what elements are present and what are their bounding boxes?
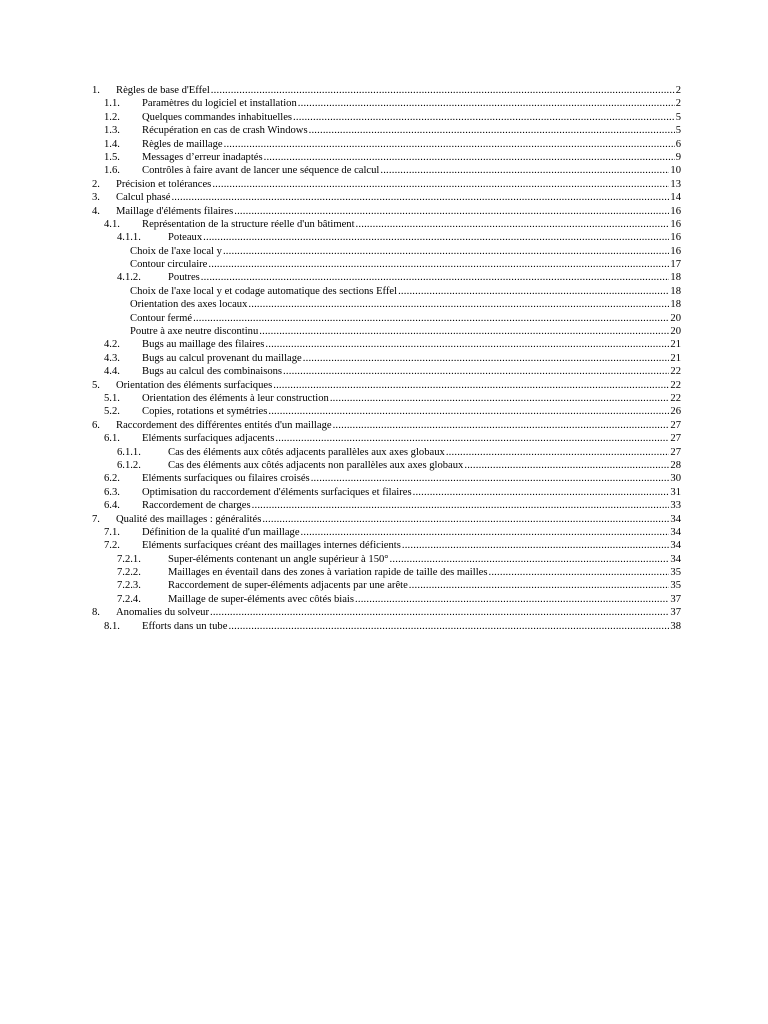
toc-entry[interactable] bbox=[92, 151, 681, 164]
toc-entry-page-number: 22 bbox=[670, 379, 681, 391]
toc-entry-page-number: 18 bbox=[670, 299, 681, 311]
toc-dot-leader bbox=[252, 499, 670, 512]
toc-entry-number: 6.1.1. bbox=[117, 446, 141, 458]
toc-entry[interactable] bbox=[92, 191, 681, 204]
toc-entry-title: Orientation des éléments surfaciques bbox=[116, 379, 273, 391]
toc-entry[interactable] bbox=[92, 245, 681, 258]
toc-entry-title: Messages d’erreur inadaptés bbox=[142, 151, 263, 163]
toc-entry-page-number: 17 bbox=[670, 259, 681, 271]
toc-entry-number: 4.1.2. bbox=[117, 272, 141, 284]
toc-entry-number: 2. bbox=[92, 178, 100, 190]
toc-dot-leader bbox=[301, 526, 670, 539]
toc-entry-page-number: 22 bbox=[670, 366, 681, 378]
toc-entry-number: 7.2.4. bbox=[117, 593, 141, 605]
toc-entry-title: Cas des éléments aux côtés adjacents non parallèles aux axes globaux bbox=[168, 459, 464, 471]
toc-dot-leader bbox=[355, 593, 669, 606]
toc-entry[interactable] bbox=[92, 620, 681, 633]
toc-entry-title: Contour circulaire bbox=[130, 259, 208, 271]
toc-entry[interactable] bbox=[92, 579, 681, 592]
toc-entry[interactable] bbox=[92, 419, 681, 432]
toc-entry-page-number: 37 bbox=[670, 607, 681, 619]
toc-entry-number: 4. bbox=[92, 205, 100, 217]
toc-entry[interactable] bbox=[92, 432, 681, 445]
toc-entry-page-number: 34 bbox=[670, 526, 681, 538]
toc-entry[interactable] bbox=[92, 405, 681, 418]
toc-entry[interactable] bbox=[92, 338, 681, 351]
toc-entry-number: 5. bbox=[92, 379, 100, 391]
toc-entry-page-number: 35 bbox=[670, 567, 681, 579]
toc-entry-title: Qualité des maillages : généralités bbox=[116, 513, 262, 525]
toc-entry-title: Super-éléments contenant un angle supérieur à 150° bbox=[168, 553, 389, 565]
toc-entry-page-number: 16 bbox=[670, 205, 681, 217]
toc-entry-number: 5.1. bbox=[104, 392, 120, 404]
toc-entry[interactable] bbox=[92, 446, 681, 459]
toc-entry-page-number: 34 bbox=[670, 540, 681, 552]
toc-dot-leader bbox=[275, 432, 669, 445]
toc-entry[interactable] bbox=[92, 298, 681, 311]
toc-entry-number: 7.2.1. bbox=[117, 553, 141, 565]
toc-entry-title: Choix de l'axe local y bbox=[130, 245, 222, 257]
toc-entry[interactable] bbox=[92, 285, 681, 298]
toc-entry-title: Poutres bbox=[168, 272, 200, 284]
toc-entry-title: Eléments surfaciques créant des maillages internes déficients bbox=[142, 540, 401, 552]
toc-entry-title: Définition de la qualité d'un maillage bbox=[142, 526, 300, 538]
toc-entry-number: 6.2. bbox=[104, 473, 120, 485]
toc-entry-title: Bugs au maillage des filaires bbox=[142, 339, 265, 351]
toc-entry-page-number: 20 bbox=[670, 312, 681, 324]
toc-entry[interactable] bbox=[92, 539, 681, 552]
toc-entry-number: 1.1. bbox=[104, 98, 120, 110]
toc-entry-title: Maillages en éventail dans des zones à variation rapide de taille des mailles bbox=[168, 567, 488, 579]
toc-entry-number: 1.6. bbox=[104, 165, 120, 177]
toc-dot-leader bbox=[356, 218, 670, 231]
toc-entry[interactable] bbox=[92, 138, 681, 151]
toc-entry-page-number: 16 bbox=[670, 245, 681, 257]
toc-dot-leader bbox=[223, 245, 669, 258]
toc-entry[interactable] bbox=[92, 271, 681, 284]
table-of-contents bbox=[92, 84, 681, 633]
toc-dot-leader bbox=[464, 459, 669, 472]
toc-entry-number: 7.2.3. bbox=[117, 580, 141, 592]
toc-entry-number: 6.4. bbox=[104, 500, 120, 512]
toc-entry-page-number: 27 bbox=[670, 419, 681, 431]
toc-entry-page-number: 28 bbox=[670, 459, 681, 471]
toc-entry-number: 8. bbox=[92, 607, 100, 619]
toc-entry[interactable] bbox=[92, 218, 681, 231]
toc-entry-title: Quelques commandes inhabituelles bbox=[142, 111, 293, 123]
toc-entry-title: Raccordement des différentes entités d'un maillage bbox=[116, 419, 332, 431]
toc-entry-page-number: 13 bbox=[670, 178, 681, 190]
toc-entry[interactable] bbox=[92, 352, 681, 365]
toc-entry-number: 5.2. bbox=[104, 406, 120, 418]
toc-entry-title: Eléments surfaciques adjacents bbox=[142, 433, 275, 445]
toc-entry-page-number: 18 bbox=[670, 285, 681, 297]
toc-entry-number: 4.1.1. bbox=[117, 232, 141, 244]
toc-dot-leader bbox=[259, 325, 669, 338]
toc-entry-title: Bugs au calcul des combinaisons bbox=[142, 366, 283, 378]
toc-dot-leader bbox=[201, 271, 670, 284]
toc-entry-page-number: 21 bbox=[670, 352, 681, 364]
toc-entry-title: Orientation des éléments à leur construction bbox=[142, 392, 329, 404]
toc-entry[interactable] bbox=[92, 312, 681, 325]
toc-dot-leader bbox=[402, 539, 670, 552]
toc-dot-leader bbox=[208, 258, 669, 271]
toc-entry-title: Règles de base d'Effel bbox=[116, 85, 210, 96]
toc-entry-title: Efforts dans un tube bbox=[142, 620, 228, 632]
toc-entry-number: 6. bbox=[92, 419, 100, 431]
toc-dot-leader bbox=[488, 566, 669, 579]
toc-entry-title: Contour fermé bbox=[130, 312, 193, 324]
toc-entry-number: 4.3. bbox=[104, 352, 120, 364]
toc-dot-leader bbox=[224, 138, 675, 151]
toc-dot-leader bbox=[283, 365, 669, 378]
toc-entry[interactable] bbox=[92, 379, 681, 392]
toc-entry-page-number: 33 bbox=[670, 500, 681, 512]
toc-dot-leader bbox=[413, 486, 670, 499]
toc-entry-page-number: 9 bbox=[675, 151, 681, 163]
toc-entry-number: 7. bbox=[92, 513, 100, 525]
toc-entry-number: 4.4. bbox=[104, 366, 120, 378]
toc-entry-title: Calcul phasé bbox=[116, 192, 171, 204]
toc-entry-number: 4.2. bbox=[104, 339, 120, 351]
toc-entry[interactable] bbox=[92, 231, 681, 244]
toc-entry[interactable] bbox=[92, 84, 681, 97]
toc-entry[interactable] bbox=[92, 178, 681, 191]
toc-entry[interactable] bbox=[92, 164, 681, 177]
toc-entry[interactable] bbox=[92, 513, 681, 526]
toc-entry-number: 1.3. bbox=[104, 125, 120, 137]
toc-entry-number: 6.1.2. bbox=[117, 459, 141, 471]
toc-entry-number: 6.3. bbox=[104, 486, 120, 498]
toc-entry-page-number: 30 bbox=[670, 473, 681, 485]
toc-entry[interactable] bbox=[92, 97, 681, 110]
toc-entry-page-number: 38 bbox=[670, 620, 681, 632]
toc-entry[interactable] bbox=[92, 365, 681, 378]
toc-dot-leader bbox=[390, 553, 670, 566]
toc-entry-page-number: 2 bbox=[675, 98, 681, 110]
toc-entry[interactable] bbox=[92, 325, 681, 338]
toc-entry-page-number: 27 bbox=[670, 433, 681, 445]
toc-dot-leader bbox=[293, 111, 675, 124]
toc-dot-leader bbox=[262, 513, 669, 526]
toc-dot-leader bbox=[234, 205, 669, 218]
toc-entry[interactable] bbox=[92, 526, 681, 539]
toc-entry-page-number: 16 bbox=[670, 232, 681, 244]
toc-entry-page-number: 10 bbox=[670, 165, 681, 177]
toc-entry-page-number: 5 bbox=[675, 125, 681, 137]
toc-entry-title: Contrôles à faire avant de lancer une séquence de calcul bbox=[142, 165, 380, 177]
toc-dot-leader bbox=[311, 472, 670, 485]
toc-dot-leader bbox=[303, 352, 670, 365]
toc-entry[interactable] bbox=[92, 499, 681, 512]
toc-entry-page-number: 18 bbox=[670, 272, 681, 284]
toc-dot-leader bbox=[268, 405, 669, 418]
toc-dot-leader bbox=[264, 151, 675, 164]
toc-entry-title: Bugs au calcul provenant du maillage bbox=[142, 352, 302, 364]
toc-dot-leader bbox=[171, 191, 669, 204]
toc-entry-title: Raccordement de super-éléments adjacents par une arête bbox=[168, 580, 408, 592]
toc-entry-number: 3. bbox=[92, 192, 100, 204]
toc-dot-leader bbox=[193, 312, 669, 325]
toc-entry-number: 6.1. bbox=[104, 433, 120, 445]
toc-entry-number: 1.4. bbox=[104, 138, 120, 150]
toc-entry-title: Récupération en cas de crash Windows bbox=[142, 125, 308, 137]
toc-entry[interactable] bbox=[92, 606, 681, 619]
toc-entry-number: 7.2.2. bbox=[117, 567, 141, 579]
toc-entry-title: Copies, rotations et symétries bbox=[142, 406, 268, 418]
toc-entry-page-number: 34 bbox=[670, 553, 681, 565]
toc-entry-title: Règles de maillage bbox=[142, 138, 223, 150]
toc-entry-number: 1.2. bbox=[104, 111, 120, 123]
toc-entry-page-number: 37 bbox=[670, 593, 681, 605]
toc-dot-leader bbox=[212, 178, 669, 191]
toc-entry-title: Cas des éléments aux côtés adjacents parallèles aux axes globaux bbox=[168, 446, 445, 458]
toc-dot-leader bbox=[330, 392, 670, 405]
toc-entry[interactable] bbox=[92, 258, 681, 271]
toc-dot-leader bbox=[273, 379, 669, 392]
toc-entry[interactable] bbox=[92, 553, 681, 566]
toc-entry-page-number: 20 bbox=[670, 326, 681, 338]
toc-entry-title: Maillage d'éléments filaires bbox=[116, 205, 234, 217]
toc-dot-leader bbox=[248, 298, 669, 311]
toc-entry-title: Choix de l'axe local y et codage automatique des sections Effel bbox=[130, 285, 398, 297]
toc-entry-page-number: 21 bbox=[670, 339, 681, 351]
toc-entry-title: Raccordement de charges bbox=[142, 500, 251, 512]
toc-dot-leader bbox=[203, 231, 669, 244]
toc-entry-number: 4.1. bbox=[104, 218, 120, 230]
toc-dot-leader bbox=[228, 620, 669, 633]
toc-entry-number: 1.5. bbox=[104, 151, 120, 163]
toc-entry-title: Eléments surfaciques ou filaires croisés bbox=[142, 473, 310, 485]
toc-dot-leader bbox=[210, 606, 669, 619]
toc-entry-number: 1. bbox=[92, 85, 100, 96]
toc-entry-page-number: 22 bbox=[670, 392, 681, 404]
toc-dot-leader bbox=[298, 97, 675, 110]
toc-entry-page-number: 5 bbox=[675, 111, 681, 123]
toc-entry-title: Représentation de la structure réelle d'un bâtiment bbox=[142, 218, 355, 230]
toc-entry-title: Maillage de super-éléments avec côtés biais bbox=[168, 593, 354, 605]
toc-entry[interactable] bbox=[92, 486, 681, 499]
toc-dot-leader bbox=[409, 579, 670, 592]
toc-entry[interactable] bbox=[92, 472, 681, 485]
toc-dot-leader bbox=[333, 419, 670, 432]
toc-entry-number: 8.1. bbox=[104, 620, 120, 632]
toc-dot-leader bbox=[265, 338, 669, 351]
toc-entry[interactable] bbox=[92, 124, 681, 137]
toc-entry[interactable] bbox=[92, 392, 681, 405]
toc-dot-leader bbox=[211, 84, 675, 97]
toc-entry-title: Optimisation du raccordement d'éléments surfaciques et filaires bbox=[142, 486, 412, 498]
toc-entry-title: Paramètres du logiciel et installation bbox=[142, 98, 297, 110]
toc-entry-title: Poteaux bbox=[168, 232, 203, 244]
toc-entry-page-number: 31 bbox=[670, 486, 681, 498]
toc-entry-page-number: 35 bbox=[670, 580, 681, 592]
toc-entry-page-number: 27 bbox=[670, 446, 681, 458]
toc-entry-number: 7.1. bbox=[104, 526, 120, 538]
toc-entry-title: Poutre à axe neutre discontinu bbox=[130, 326, 259, 338]
toc-entry-title: Orientation des axes locaux bbox=[130, 299, 248, 311]
toc-entry-title: Précision et tolérances bbox=[116, 178, 212, 190]
toc-entry-page-number: 16 bbox=[670, 218, 681, 230]
toc-entry-title: Anomalies du solveur bbox=[116, 607, 209, 619]
toc-entry-page-number: 2 bbox=[675, 85, 681, 96]
toc-entry-page-number: 34 bbox=[670, 513, 681, 525]
toc-dot-leader bbox=[309, 124, 675, 137]
toc-entry[interactable] bbox=[92, 111, 681, 124]
toc-entry-number: 7.2. bbox=[104, 540, 120, 552]
toc-entry[interactable] bbox=[92, 593, 681, 606]
toc-entry-page-number: 26 bbox=[670, 406, 681, 418]
toc-entry-page-number: 6 bbox=[675, 138, 681, 150]
toc-dot-leader bbox=[380, 164, 669, 177]
toc-entry[interactable] bbox=[92, 566, 681, 579]
toc-dot-leader bbox=[446, 446, 670, 459]
toc-entry-page-number: 14 bbox=[670, 192, 681, 204]
toc-entry[interactable] bbox=[92, 459, 681, 472]
toc-entry[interactable] bbox=[92, 205, 681, 218]
toc-dot-leader bbox=[398, 285, 669, 298]
